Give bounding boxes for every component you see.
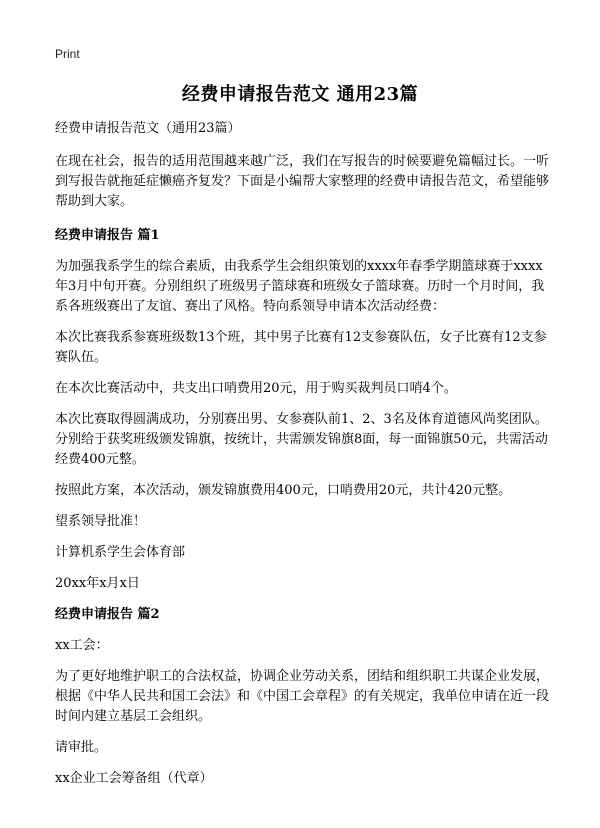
paragraph: 请审批。 <box>55 740 108 755</box>
paragraph: 为加强我系学生的综合素质，由我系学生会组织策划的xxxx年春季学期篮球赛于xxxx年3月中旬开赛。分别组织了班级男子篮球赛和班级女子篮球赛。历时一个月时间，我系各班级赛出了友谊、赛出了风格。特向系领导申请本次活动经费： <box>55 259 545 314</box>
signature-date: 20xx年x月x日 <box>55 576 140 591</box>
paragraph: 望系领导批准！ <box>55 514 147 529</box>
page-title: 经费申请报告范文 通用23篇 <box>181 84 419 105</box>
intro-paragraph: 在现在社会，报告的适用范围越来越广泛，我们在写报告的时候要避免篇幅过长。一听到写报告就拖延症懒癌齐复发？下面是小编帮大家整理的经费申请报告范文，希望能够帮助到大家。 <box>55 154 550 209</box>
print-label: Print <box>55 47 80 61</box>
paragraph: 为了更好地维护职工的合法权益，协调企业劳动关系，团结和组织职工共谋企业发展，根据《中华人民共和国工会法》和《中国工会章程》的有关规定，我单位申请在近一段时间内建立基层工会组织。 <box>55 669 550 724</box>
paragraph: 本次比赛取得圆满成功，分别赛出男、女参赛队前1、2、3名及体育道德风尚奖团队。分别给于获奖班级颁发锦旗，按统计，共需颁发锦旗8面，每一面锦旗50元，共需活动经费400元整。 <box>55 412 548 467</box>
signature-org: 计算机系学生会体育部 <box>55 545 186 560</box>
section-heading: 经费申请报告 篇1 <box>55 228 160 243</box>
section-2 <box>55 605 550 789</box>
section-1 <box>55 226 550 594</box>
section-heading: 经费申请报告 篇2 <box>55 607 160 622</box>
paragraph: 按照此方案，本次活动，颁发锦旗费用400元，口哨费用20元，共计420元整。 <box>55 483 512 498</box>
paragraph: 本次比赛我系参赛班级数13个班，其中男子比赛有12支参赛队伍，女子比赛有12支参赛队伍。 <box>55 330 547 365</box>
salutation: xx工会： <box>55 638 109 653</box>
paragraph: 在本次比赛活动中，共支出口哨费用20元，用于购买裁判员口哨4个。 <box>55 381 457 396</box>
document-body <box>55 119 550 800</box>
signature-org: xx企业工会筹备组（代章） <box>55 771 213 786</box>
document-subtitle: 经费申请报告范文（通用23篇） <box>55 121 241 136</box>
